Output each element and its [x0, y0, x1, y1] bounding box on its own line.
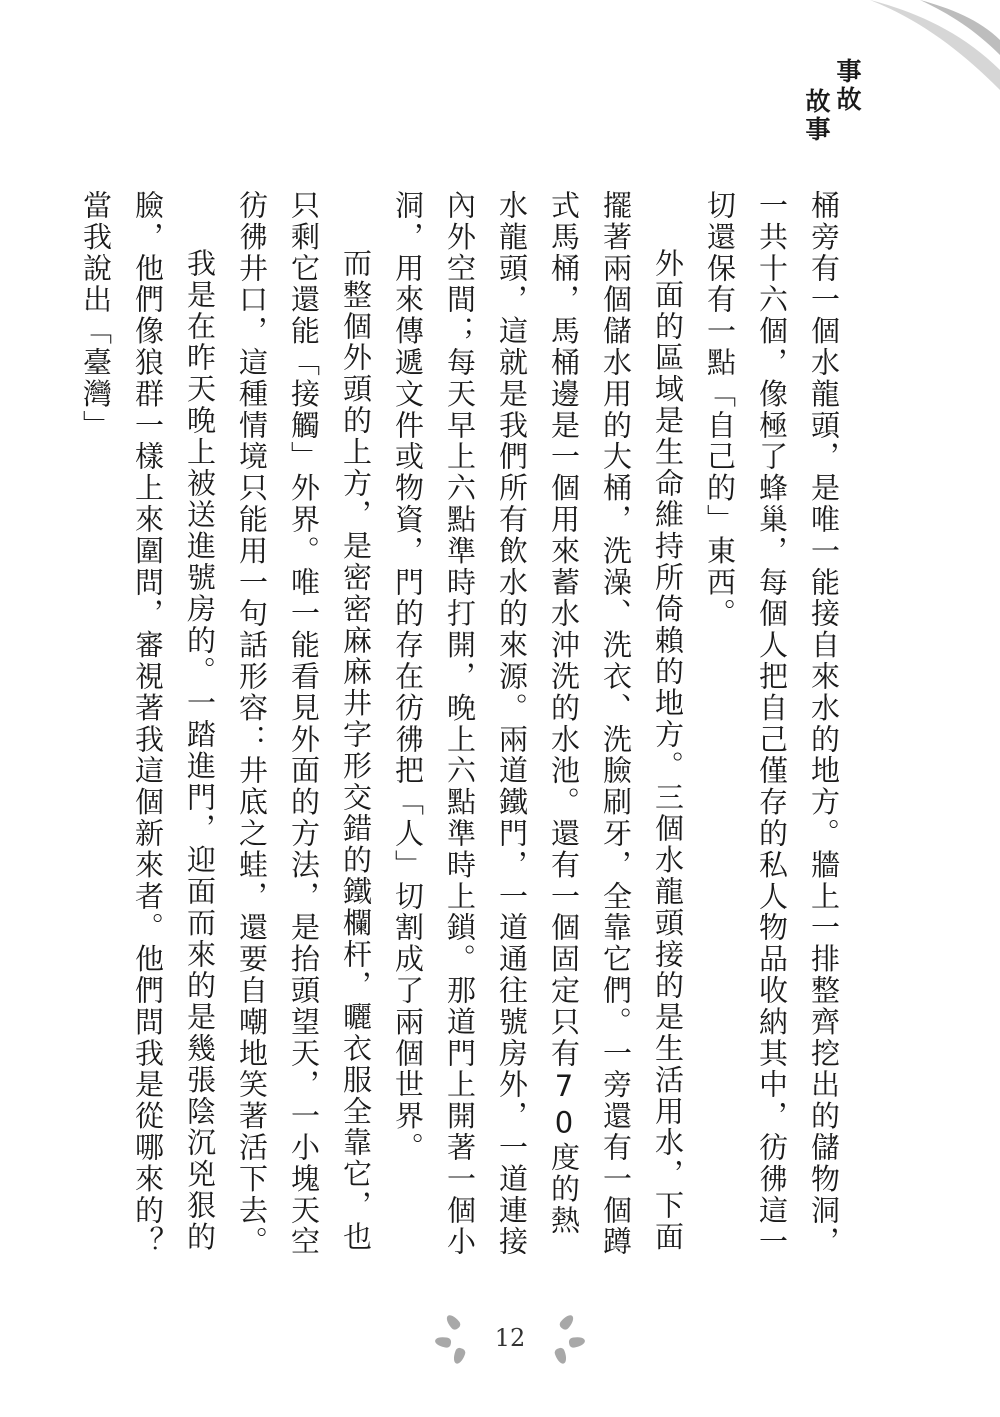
page-number: 12 — [494, 1324, 526, 1352]
paragraph-1: 桶旁有一個水龍頭，是唯一能接自來水的地方。牆上一排整齊挖出的儲物洞，一共十六個，像極了蜂巢，每個人把自己僅存的私人物品收納其中，彷彿這一切還保有一點「自己的」東西。 — [703, 190, 841, 1258]
body-text — [79, 190, 850, 1260]
paragraph-3: 而整個外頭的上方，是密密麻麻井字形交錯的鐵欄杆，曬衣服全靠它，也只剩它還能「接觸」外界。唯一能看見外面的方法，是抬頭望天，一小塊天空彷彿井口，這種情境只能用一句話形容：井底之蛙，還要自嘲地笑著活下去。 — [235, 190, 373, 1258]
running-head-line-2: 故事 — [802, 88, 831, 144]
page-footer — [430, 1312, 590, 1372]
running-head-line-1: 事故 — [833, 58, 862, 114]
paragraph-2: 外面的區域是生命維持所倚賴的地方。三個水龍頭接的是生活用水，下面擺著兩個儲水用的大桶，洗澡、洗衣、洗臉刷牙，全靠它們。一旁還有一個蹲式馬桶，馬桶邊是一個用來蓄水沖洗的水池。還有一個固定只有70度的熱水龍頭，這就是我們所有飲水的來源。兩道鐵門，一道通往號房外，一道連接內外空間；每天早上六點準時打開，晚上六點準時上鎖。那道門上開著一個小洞，用來傳遞文件或物資，門的存在彷彿把「人」切割成了兩個世界。 — [391, 190, 685, 1258]
running-head — [804, 58, 860, 198]
paragraph-4: 我是在昨天晚上被送進號房的。一踏進門，迎面而來的是幾張陰沉兇狠的臉，他們像狼群一樣上來圍問，審視著我這個新來者。他們問我是從哪來的？當我說出「臺灣」 — [79, 190, 217, 1258]
